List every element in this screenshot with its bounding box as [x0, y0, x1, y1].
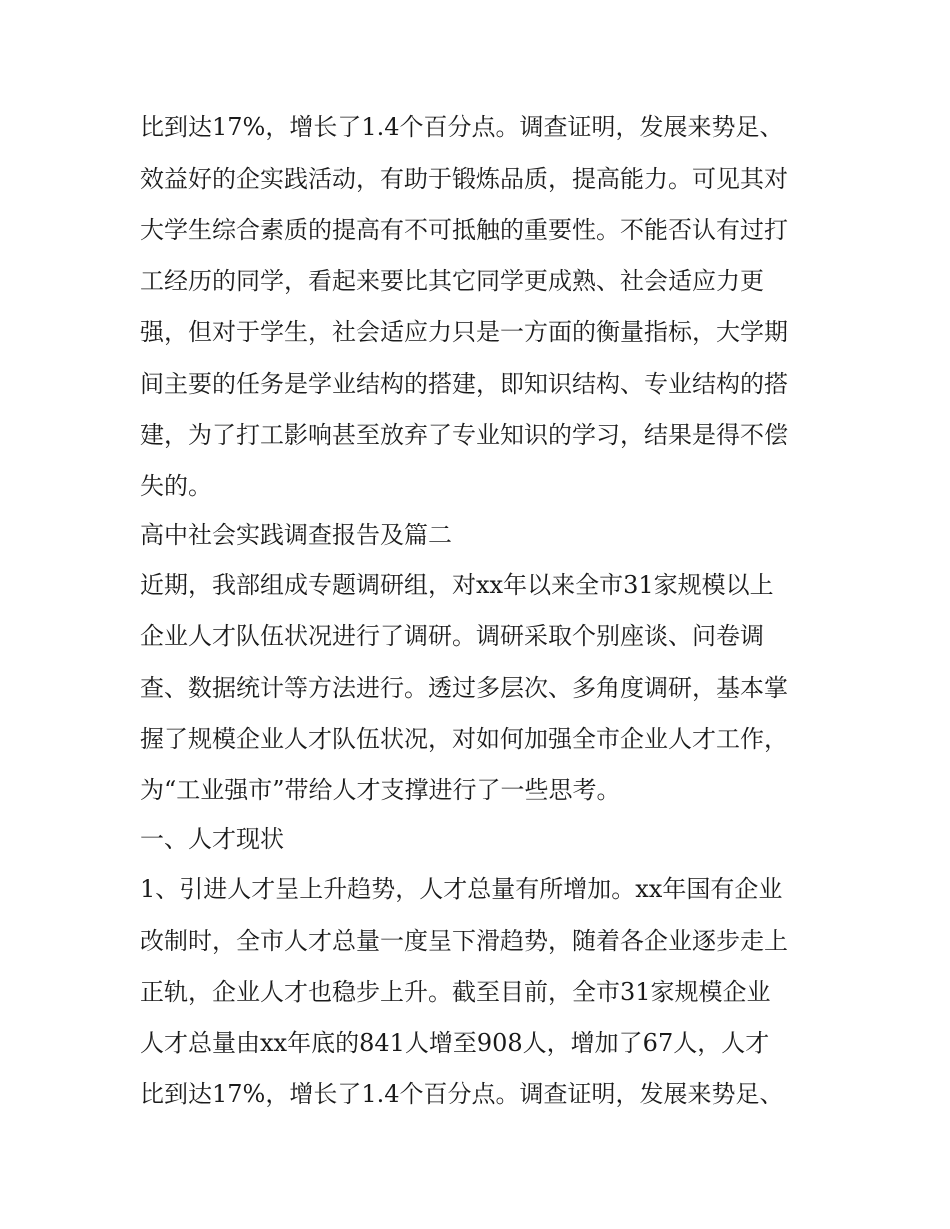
paragraph-line: 比到达17%，增长了1.4个百分点。调查证明，发展来势足、: [140, 1080, 784, 1108]
section-heading: 高中社会实践调查报告及篇二: [140, 521, 452, 549]
paragraph-line: 效益好的企实践活动，有助于锻炼品质，提高能力。可见其对: [140, 165, 788, 193]
paragraph-line: 近期，我部组成专题调研组，对xx年以来全市31家规模以上: [140, 571, 774, 599]
paragraph-line: 查、数据统计等方法进行。透过多层次、多角度调研，基本掌: [140, 674, 788, 702]
paragraph-line: 强，但对于学生，社会适应力只是一方面的衡量指标，大学期: [140, 318, 788, 346]
paragraph-line: 为“工业强市”带给人才支撑进行了一些思考。: [140, 776, 621, 804]
paragraph-line: 间主要的任务是学业结构的搭建，即知识结构、专业结构的搭: [140, 370, 788, 398]
paragraph-line: 正轨，企业人才也稳步上升。截至目前，全市31家规模企业: [140, 978, 771, 1006]
paragraph-line: 握了规模企业人才队伍状况，对如何加强全市企业人才工作，: [140, 725, 788, 753]
paragraph-line: 失的。: [140, 472, 212, 500]
paragraph-line: 比到达17%，增长了1.4个百分点。调查证明，发展来势足、: [140, 113, 784, 141]
paragraph-line: 改制时，全市人才总量一度呈下滑趋势，随着各企业逐步走上: [140, 927, 788, 955]
paragraph-line: 建，为了打工影响甚至放弃了专业知识的学习，结果是得不偿: [140, 421, 788, 449]
paragraph-line: 工经历的同学，看起来要比其它同学更成熟、社会适应力更: [140, 267, 764, 295]
section-heading: 一、人才现状: [140, 825, 284, 853]
paragraph-line: 企业人才队伍状况进行了调研。调研采取个别座谈、问卷调: [140, 622, 764, 650]
paragraph-line: 大学生综合素质的提高有不可抵触的重要性。不能否认有过打: [140, 216, 788, 244]
paragraph-line: 1、引进人才呈上升趋势，人才总量有所增加。xx年国有企业: [140, 875, 783, 903]
paragraph-line: 人才总量由xx年底的841人增至908人，增加了67人，人才: [140, 1029, 770, 1057]
